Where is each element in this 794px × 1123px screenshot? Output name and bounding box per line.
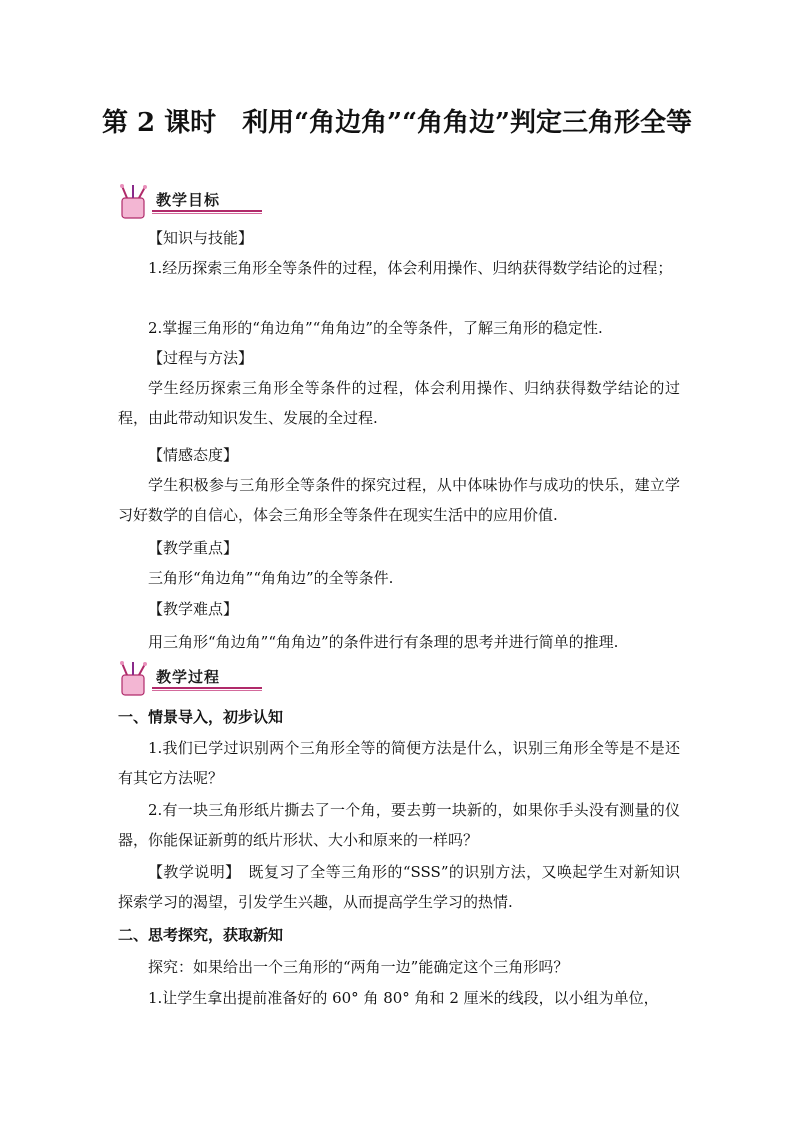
difficulty-text: 用三角形“角边角”“角角边”的条件进行有条理的思考并进行简单的推理. [148, 633, 619, 651]
page-title: 第 2 课时 利用“角边角”“角角边”判定三角形全等 [101, 108, 692, 138]
section-label: 教学目标 [156, 191, 221, 209]
banner-underline-thin [152, 690, 262, 691]
pencil-cup-icon [116, 184, 156, 220]
part1-question-1: 1.我们已学过识别两个三角形全等的简便方法是什么，识别三角形全等是不是还有其它方法呢？ [118, 739, 680, 787]
part1-note: 【教学说明】 既复习了全等三角形的“SSS”的识别方法，又唤起学生对新知识探索学习的渴望，引发学生兴趣，从而提高学生学习的热情. [118, 863, 680, 911]
part2-step-1: 1.让学生拿出提前准备好的 60° 角 80° 角和 2 厘米的线段，以小组为单位， [148, 989, 659, 1007]
banner-underline [152, 687, 262, 689]
emotion-text: 学生积极参与三角形全等条件的探究过程，从中体味协作与成功的快乐，建立学习好数学的自信心，体会三角形全等条件在现实生活中的应用价值. [118, 476, 680, 524]
part2-explore: 探究：如果给出一个三角形的“两角一边”能确定这个三角形吗？ [148, 958, 569, 976]
section-banner-objectives [116, 184, 266, 218]
section-label: 教学过程 [156, 668, 221, 686]
key-text: 三角形“角边角”“角角边”的全等条件. [148, 569, 394, 587]
section-banner-process [116, 661, 266, 695]
pencil-cup-icon [116, 661, 156, 697]
part1-question-2: 2.有一块三角形纸片撕去了一个角，要去剪一块新的，如果你手头没有测量的仪器，你能保证新剪的纸片形状、大小和原来的一样吗？ [118, 801, 680, 849]
knowledge-heading: 【知识与技能】 [148, 229, 254, 247]
knowledge-item-2: 2.掌握三角形的“角边角”“角角边”的全等条件，了解三角形的稳定性. [148, 319, 603, 337]
emotion-heading: 【情感态度】 [148, 446, 239, 464]
banner-underline-thin [152, 213, 262, 214]
key-heading: 【教学重点】 [148, 539, 239, 557]
part2-heading: 二、思考探究，获取新知 [118, 926, 284, 944]
method-heading: 【过程与方法】 [148, 349, 254, 367]
banner-underline [152, 210, 262, 212]
difficulty-heading: 【教学难点】 [148, 600, 239, 618]
method-text: 学生经历探索三角形全等条件的过程，体会利用操作、归纳获得数学结论的过程，由此带动知识发生、发展的全过程. [118, 379, 680, 427]
knowledge-item-1: 1.经历探索三角形全等条件的过程，体会利用操作、归纳获得数学结论的过程； [148, 259, 673, 277]
part1-heading: 一、情景导入，初步认知 [118, 708, 284, 726]
